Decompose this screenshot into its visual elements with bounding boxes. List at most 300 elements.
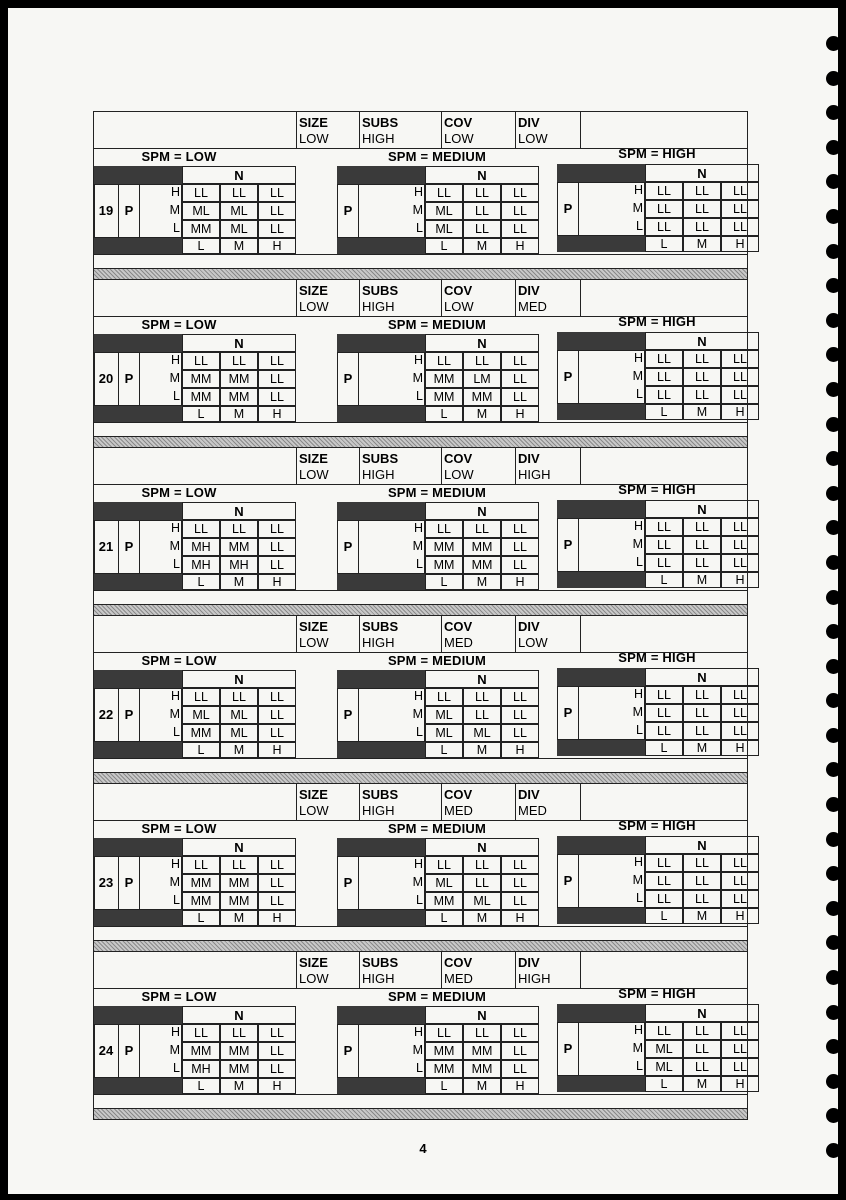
dark-bar-bottom	[557, 572, 645, 588]
grid-cell: LL	[645, 872, 683, 890]
n-header: N	[182, 838, 296, 856]
col-label: L	[645, 404, 683, 420]
grid-cell: LL	[463, 688, 501, 706]
n-header: N	[425, 1006, 539, 1024]
p-label: P	[124, 371, 134, 386]
grid-cell: LL	[683, 554, 721, 572]
col-label: H	[721, 1076, 759, 1092]
header-div	[515, 112, 580, 148]
header-cov-value: LOW	[444, 467, 474, 482]
grid-cell: LL	[683, 890, 721, 908]
grid-cell: MH	[182, 538, 220, 556]
grid-cell: ML	[182, 706, 220, 724]
spm-group	[337, 316, 542, 420]
hatched-separator	[94, 1108, 747, 1120]
spm-band	[94, 652, 747, 792]
n-header: N	[645, 668, 759, 686]
spm-title: SPM = LOW	[141, 653, 217, 668]
dark-bar-top	[337, 670, 425, 688]
header-spacer	[580, 448, 581, 484]
grid-cell: LL	[645, 536, 683, 554]
col-label: M	[220, 238, 258, 254]
grid-cell: LL	[721, 368, 759, 386]
col-label: M	[220, 574, 258, 590]
col-label: L	[425, 406, 463, 422]
binding-hole	[826, 71, 841, 86]
spm-group	[337, 652, 542, 756]
dark-bar-top	[557, 332, 645, 350]
table-block	[93, 952, 748, 1120]
spm-title: SPM = HIGH	[618, 986, 696, 1001]
grid-cell: LL	[220, 184, 258, 202]
attribute-header	[94, 952, 747, 989]
n-header: N	[182, 670, 296, 688]
dark-bar-top	[94, 838, 182, 856]
grid-cell: ML	[220, 202, 258, 220]
header-cov-value: MED	[444, 803, 473, 818]
col-label: H	[258, 238, 296, 254]
row-label: H	[633, 1023, 643, 1037]
col-label: M	[683, 236, 721, 252]
n-header: N	[645, 1004, 759, 1022]
p-label: P	[343, 875, 353, 890]
n-header: N	[425, 670, 539, 688]
grid-cell: LL	[721, 854, 759, 872]
grid-cell: LL	[501, 724, 539, 742]
grid-cell: LL	[645, 200, 683, 218]
spm-group	[557, 820, 762, 924]
p-label: P	[563, 705, 573, 720]
row-label: M	[632, 1041, 643, 1055]
header-size-value: LOW	[299, 467, 329, 482]
grid-cell: LL	[182, 856, 220, 874]
binding-hole	[826, 417, 841, 432]
grid-cell: LL	[220, 1024, 258, 1042]
grid-cell: ML	[463, 724, 501, 742]
row-label: M	[412, 1043, 423, 1057]
row-label: H	[413, 689, 423, 703]
grid-cell: LL	[220, 352, 258, 370]
n-header: N	[645, 500, 759, 518]
col-label: M	[220, 910, 258, 926]
row-label: H	[633, 519, 643, 533]
grid-cell: ML	[425, 874, 463, 892]
spm-title: SPM = MEDIUM	[387, 821, 487, 836]
grid-cell: LL	[683, 368, 721, 386]
col-label: L	[425, 1078, 463, 1094]
grid-cell: LL	[182, 1024, 220, 1042]
row-label: H	[170, 857, 180, 871]
spm-band	[94, 484, 747, 624]
row-label: L	[173, 893, 180, 907]
grid-cell: LL	[463, 220, 501, 238]
row-label: L	[416, 389, 423, 403]
attribute-header	[94, 448, 747, 485]
grid-cell: LL	[258, 874, 296, 892]
grid-cell: MM	[220, 874, 258, 892]
col-label: L	[182, 742, 220, 758]
grid-cell: LL	[721, 518, 759, 536]
spm-group	[557, 484, 762, 588]
row-label: L	[636, 1059, 643, 1073]
dark-bar-top	[94, 502, 182, 520]
col-label: M	[463, 910, 501, 926]
spm-band	[94, 316, 747, 456]
grid-cell: LL	[425, 184, 463, 202]
binding-hole	[826, 555, 841, 570]
spm-title: SPM = HIGH	[618, 482, 696, 497]
grid-cell: LL	[258, 520, 296, 538]
n-header: N	[182, 502, 296, 520]
grid-cell: MM	[425, 538, 463, 556]
grid-cell: LL	[501, 556, 539, 574]
binding-hole	[826, 313, 841, 328]
grid-cell: LL	[258, 706, 296, 724]
spm-group	[337, 148, 542, 252]
binding-hole	[826, 590, 841, 605]
header-spacer	[580, 280, 581, 316]
p-label: P	[343, 707, 353, 722]
table-block	[93, 784, 748, 952]
grid-cell: LL	[683, 704, 721, 722]
n-header: N	[645, 164, 759, 182]
spm-group	[337, 988, 542, 1092]
row-label: L	[636, 723, 643, 737]
block-number: 20	[98, 371, 114, 386]
grid-cell: MM	[463, 556, 501, 574]
header-subs-value: HIGH	[362, 299, 395, 314]
grid-cell: LL	[425, 352, 463, 370]
spm-title: SPM = LOW	[141, 821, 217, 836]
binding-hole	[826, 278, 841, 293]
header-size-label: SIZE	[299, 115, 328, 130]
dark-bar-top	[557, 500, 645, 518]
grid-cell: ML	[425, 220, 463, 238]
grid-cell: LL	[258, 352, 296, 370]
dark-bar-top	[557, 836, 645, 854]
grid-cell: MM	[220, 538, 258, 556]
header-subs	[359, 616, 441, 652]
p-label: P	[124, 875, 134, 890]
row-label: M	[632, 201, 643, 215]
col-label: M	[683, 908, 721, 924]
row-label: H	[413, 185, 423, 199]
grid-cell: LL	[258, 856, 296, 874]
col-label: L	[425, 742, 463, 758]
grid-cell: MM	[182, 370, 220, 388]
grid-cell: LL	[501, 688, 539, 706]
col-label: H	[258, 1078, 296, 1094]
grid-cell: LL	[683, 200, 721, 218]
row-label: L	[173, 221, 180, 235]
header-size	[296, 448, 359, 484]
grid-cell: LL	[501, 202, 539, 220]
row-label: M	[169, 203, 180, 217]
grid-cell: LL	[721, 350, 759, 368]
dark-bar-bottom	[337, 574, 425, 590]
block-number: 24	[98, 1043, 114, 1058]
grid-cell: LL	[501, 220, 539, 238]
grid-cell: MM	[425, 1042, 463, 1060]
header-size-label: SIZE	[299, 955, 328, 970]
header-cov	[441, 112, 515, 148]
header-cov-label: COV	[444, 787, 473, 802]
row-label: L	[173, 389, 180, 403]
spm-group	[94, 484, 299, 588]
n-header: N	[425, 334, 539, 352]
divider-line	[94, 1094, 747, 1095]
block-number: 21	[98, 539, 114, 554]
grid-cell: MM	[220, 892, 258, 910]
header-div-label: DIV	[518, 451, 540, 466]
grid-cell: MH	[182, 1060, 220, 1078]
dark-bar-bottom	[557, 404, 645, 420]
row-label: H	[413, 857, 423, 871]
grid-cell: LL	[645, 350, 683, 368]
grid-cell: LL	[425, 1024, 463, 1042]
dark-bar-bottom	[557, 740, 645, 756]
grid-cell: ML	[220, 220, 258, 238]
header-subs-label: SUBS	[362, 619, 399, 634]
binding-hole	[826, 140, 841, 155]
header-cov	[441, 616, 515, 652]
grid-cell: LL	[721, 554, 759, 572]
col-label: H	[721, 404, 759, 420]
header-subs	[359, 448, 441, 484]
table-block	[93, 616, 748, 784]
col-label: L	[645, 1076, 683, 1092]
grid-cell: LL	[721, 722, 759, 740]
row-label: H	[633, 687, 643, 701]
grid-cell: LL	[463, 520, 501, 538]
spm-title: SPM = MEDIUM	[387, 149, 487, 164]
hatched-separator	[94, 772, 747, 784]
row-label: H	[170, 185, 180, 199]
grid-cell: LL	[645, 854, 683, 872]
grid-cell: LL	[721, 218, 759, 236]
header-cov	[441, 784, 515, 820]
grid-cell: LL	[721, 1058, 759, 1076]
header-cov-value: LOW	[444, 299, 474, 314]
dark-bar-bottom	[94, 238, 182, 254]
row-label: M	[169, 371, 180, 385]
grid-cell: LL	[425, 856, 463, 874]
binding-hole	[826, 832, 841, 847]
col-label: M	[683, 572, 721, 588]
col-label: L	[182, 406, 220, 422]
grid-cell: LL	[258, 388, 296, 406]
spm-group	[94, 316, 299, 420]
row-label: L	[173, 1061, 180, 1075]
grid-cell: LL	[645, 518, 683, 536]
row-label: L	[173, 557, 180, 571]
grid-cell: LL	[683, 1022, 721, 1040]
col-label: L	[645, 572, 683, 588]
col-label: L	[425, 238, 463, 254]
spm-title: SPM = HIGH	[618, 650, 696, 665]
header-cov-value: MED	[444, 635, 473, 650]
grid-cell: LL	[425, 688, 463, 706]
grid-cell: LL	[463, 352, 501, 370]
grid-cell: LL	[258, 538, 296, 556]
header-div-value: MED	[518, 299, 547, 314]
dark-bar-top	[337, 1006, 425, 1024]
binding-holes	[826, 36, 844, 1178]
col-label: L	[182, 238, 220, 254]
table-block	[93, 448, 748, 616]
row-label: M	[169, 875, 180, 889]
dark-bar-top	[557, 668, 645, 686]
grid-cell: LL	[683, 1040, 721, 1058]
dark-bar-bottom	[557, 908, 645, 924]
grid-cell: MM	[425, 556, 463, 574]
attribute-header	[94, 616, 747, 653]
grid-cell: LL	[683, 218, 721, 236]
col-label: M	[463, 406, 501, 422]
grid-cell: MM	[463, 388, 501, 406]
binding-hole	[826, 1005, 841, 1020]
header-div-value: HIGH	[518, 467, 551, 482]
row-label: L	[416, 221, 423, 235]
grid-cell: LL	[182, 688, 220, 706]
grid-cell: LL	[721, 872, 759, 890]
header-div-label: DIV	[518, 787, 540, 802]
dark-bar-bottom	[94, 1078, 182, 1094]
p-label: P	[124, 1043, 134, 1058]
grid-cell: LL	[220, 520, 258, 538]
row-label: H	[170, 353, 180, 367]
grid-cell: LL	[425, 520, 463, 538]
grid-cell: ML	[463, 892, 501, 910]
header-size-value: LOW	[299, 635, 329, 650]
grid-cell: ML	[425, 202, 463, 220]
grid-cell: LL	[501, 538, 539, 556]
col-label: H	[721, 236, 759, 252]
grid-cell: LL	[645, 386, 683, 404]
row-label: L	[416, 725, 423, 739]
binding-hole	[826, 1108, 841, 1123]
binding-hole	[826, 866, 841, 881]
binding-hole	[826, 728, 841, 743]
header-subs-value: HIGH	[362, 467, 395, 482]
header-subs	[359, 112, 441, 148]
header-cov-label: COV	[444, 283, 473, 298]
grid-cell: LL	[645, 686, 683, 704]
grid-cell: LL	[501, 184, 539, 202]
p-label: P	[343, 371, 353, 386]
binding-hole	[826, 105, 841, 120]
binding-hole	[826, 382, 841, 397]
grid-cell: LL	[258, 1024, 296, 1042]
grid-cell: LM	[463, 370, 501, 388]
col-label: M	[220, 406, 258, 422]
binding-hole	[826, 244, 841, 259]
divider-line	[94, 254, 747, 255]
block-number: 22	[98, 707, 114, 722]
header-size	[296, 952, 359, 988]
header-spacer	[580, 952, 581, 988]
header-div-label: DIV	[518, 115, 540, 130]
header-size	[296, 784, 359, 820]
block-number: 19	[98, 203, 114, 218]
col-label: H	[721, 740, 759, 756]
grid-cell: LL	[258, 184, 296, 202]
dark-bar-bottom	[337, 406, 425, 422]
grid-cell: LL	[721, 536, 759, 554]
grid-cell: LL	[463, 874, 501, 892]
header-size-label: SIZE	[299, 787, 328, 802]
binding-hole	[826, 209, 841, 224]
dark-bar-bottom	[94, 574, 182, 590]
col-label: H	[501, 1078, 539, 1094]
spm-title: SPM = MEDIUM	[387, 653, 487, 668]
spm-title: SPM = LOW	[141, 485, 217, 500]
hatched-separator	[94, 940, 747, 952]
spm-group	[337, 484, 542, 588]
grid-cell: MM	[425, 892, 463, 910]
binding-hole	[826, 762, 841, 777]
col-label: H	[501, 574, 539, 590]
spm-group	[557, 988, 762, 1092]
header-spacer	[580, 616, 581, 652]
col-label: M	[463, 1078, 501, 1094]
spm-title: SPM = LOW	[141, 317, 217, 332]
header-cov-label: COV	[444, 619, 473, 634]
grid-cell: LL	[721, 686, 759, 704]
grid-cell: LL	[258, 724, 296, 742]
spm-title: SPM = HIGH	[618, 146, 696, 161]
grid-cell: ML	[220, 706, 258, 724]
block-number: 23	[98, 875, 114, 890]
grid-cell: LL	[721, 182, 759, 200]
spm-group	[557, 148, 762, 252]
row-label: M	[169, 539, 180, 553]
dark-bar-top	[337, 334, 425, 352]
grid-cell: LL	[220, 856, 258, 874]
row-label: M	[632, 873, 643, 887]
spm-group	[337, 820, 542, 924]
grid-cell: MM	[220, 1042, 258, 1060]
grid-cell: ML	[425, 706, 463, 724]
col-label: H	[258, 574, 296, 590]
row-label: H	[170, 1025, 180, 1039]
header-div-label: DIV	[518, 619, 540, 634]
grid-cell: MM	[220, 388, 258, 406]
grid-cell: LL	[645, 704, 683, 722]
row-label: H	[170, 689, 180, 703]
divider-line	[94, 422, 747, 423]
grid-cell: LL	[463, 706, 501, 724]
grid-cell: LL	[683, 854, 721, 872]
col-label: H	[721, 572, 759, 588]
header-div-value: MED	[518, 803, 547, 818]
hatched-separator	[94, 436, 747, 448]
grid-cell: ML	[645, 1058, 683, 1076]
grid-cell: LL	[501, 706, 539, 724]
binding-hole	[826, 970, 841, 985]
binding-hole	[826, 693, 841, 708]
header-size-label: SIZE	[299, 451, 328, 466]
grid-cell: LL	[182, 352, 220, 370]
grid-cell: MM	[220, 370, 258, 388]
header-spacer	[580, 112, 581, 148]
row-label: L	[636, 387, 643, 401]
grid-cell: MM	[463, 1042, 501, 1060]
grid-cell: LL	[258, 370, 296, 388]
grid-cell: LL	[463, 184, 501, 202]
spm-band	[94, 988, 747, 1128]
grid-cell: LL	[501, 388, 539, 406]
